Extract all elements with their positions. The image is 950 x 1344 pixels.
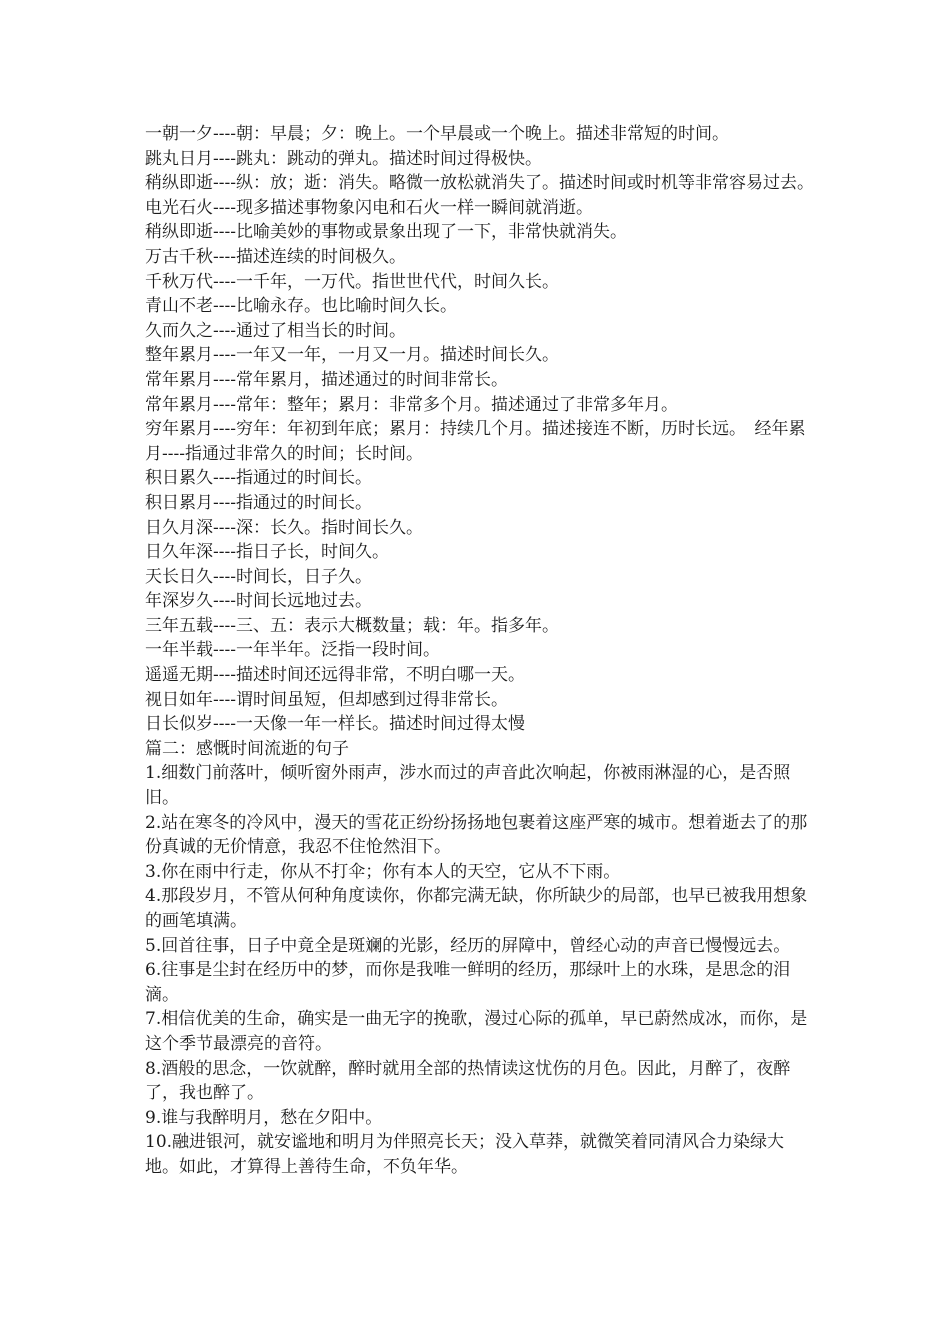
idiom-line: 遥遥无期----描述时间还远得非常，不明白哪一天。 [145,665,525,686]
idiom-line: 千秋万代----一千年，一万代。指世世代代，时间久长。 [145,271,559,292]
sentence-item: 9.谁与我醉明月，愁在夕阳中。 [145,1107,383,1128]
idiom-line: 天长日久----时间长，日子久。 [145,566,372,587]
section-heading: 篇二：感慨时间流逝的句子 [145,738,349,759]
idiom-line: 万古千秋----描述连续的时间极久。 [145,246,406,267]
idiom-line: 整年累月----一年又一年，一月又一月。描述时间长久。 [145,345,559,366]
sentence-item: 7.相信优美的生命，确实是一曲无字的挽歌，漫过心际的孤单，早已蔚然成冰，而你，是这个季节最漂亮的音符。 [145,1009,808,1054]
idiom-line: 一年半载----一年半年。泛指一段时间。 [145,640,440,661]
idiom-line: 积日累月----指通过的时间长。 [145,492,372,513]
idiom-line: 久而久之----通过了相当长的时间。 [145,320,406,341]
idiom-line: 常年累月----常年：整年；累月：非常多个月。描述通过了非常多年月。 [145,394,678,415]
idiom-line: 跳丸日月----跳丸：跳动的弹丸。描述时间过得极快。 [145,148,542,169]
idiom-line: 视日如年----谓时间虽短，但却感到过得非常长。 [145,689,508,710]
idiom-line: 积日累久----指通过的时间长。 [145,468,372,489]
idiom-line: 青山不老----比喻永存。也比喻时间久长。 [145,296,457,317]
idiom-line: 年深岁久----时间长远地过去。 [145,591,372,612]
idiom-line: 日长似岁----一天像一年一样长。描述时间过得太慢 [145,714,525,735]
sentence-item: 8.酒般的思念，一饮就醉，醉时就用全部的热情读这忧伤的月色。因此，月醉了，夜醉了，我也醉了。 [145,1058,791,1104]
sentence-item: 6.往事是尘封在经历中的梦，而你是我唯一鲜明的经历，那绿叶上的水珠，是思念的泪滴。 [145,960,791,1005]
sentence-item: 5.回首往事，日子中竟全是斑斓的光影，经历的屏障中，曾经心动的声音已慢慢远去。 [145,935,791,956]
idiom-line: 一朝一夕----朝：早晨；夕：晚上。一个早晨或一个晚上。描述非常短的时间。 [145,124,729,144]
sentence-item: 1.细数门前落叶，倾听窗外雨声，涉水而过的声音此次响起，你被雨淋湿的心，是否照旧。 [145,763,791,809]
sentence-item: 2.站在寒冬的冷风中，漫天的雪花正纷纷扬扬地包裹着这座严寒的城市。想着逝去了的那份真诚的无价情意，我忍不住怆然泪下。 [145,812,808,858]
idiom-line: 三年五载----三、五：表示大概数量；载：年。指多年。 [145,615,559,636]
sentence-item: 4.那段岁月，不管从何种角度读你，你都完满无缺，你所缺少的局部，也早已被我用想象的画笔填满。 [145,886,808,931]
sentence-item: 3.你在雨中行走，你从不打伞；你有本人的天空，它从不下雨。 [145,861,621,882]
idiom-line: 常年累月----常年累月，描述通过的时间非常长。 [145,369,508,390]
idiom-line: 日久年深----指日子长，时间久。 [145,542,389,563]
idiom-line: 稍纵即逝----纵：放；逝：消失。略微一放松就消失了。描述时间或时机等非常容易过去。 电光石火----现多描述事物象闪电和石火一样一瞬间就消逝。 [145,173,823,218]
idiom-line: 稍纵即逝----比喻美妙的事物或景象出现了一下，非常快就消失。 [145,222,627,243]
idiom-line: 日久月深----深：长久。指时间长久。 [145,517,423,538]
sentence-item: 10.融进银河，就安谧地和明月为伴照亮长天；没入草莽，就微笑着同清风合力染绿大地。如此，才算得上善待生命，不负年华。 [145,1132,785,1177]
idiom-line: 穷年累月----穷年：年初到年底；累月：持续几个月。描述接连不断，历时长远。 经年累月----指通过非常久的时间；长时间。 [145,419,806,464]
document-body [145,122,823,1180]
